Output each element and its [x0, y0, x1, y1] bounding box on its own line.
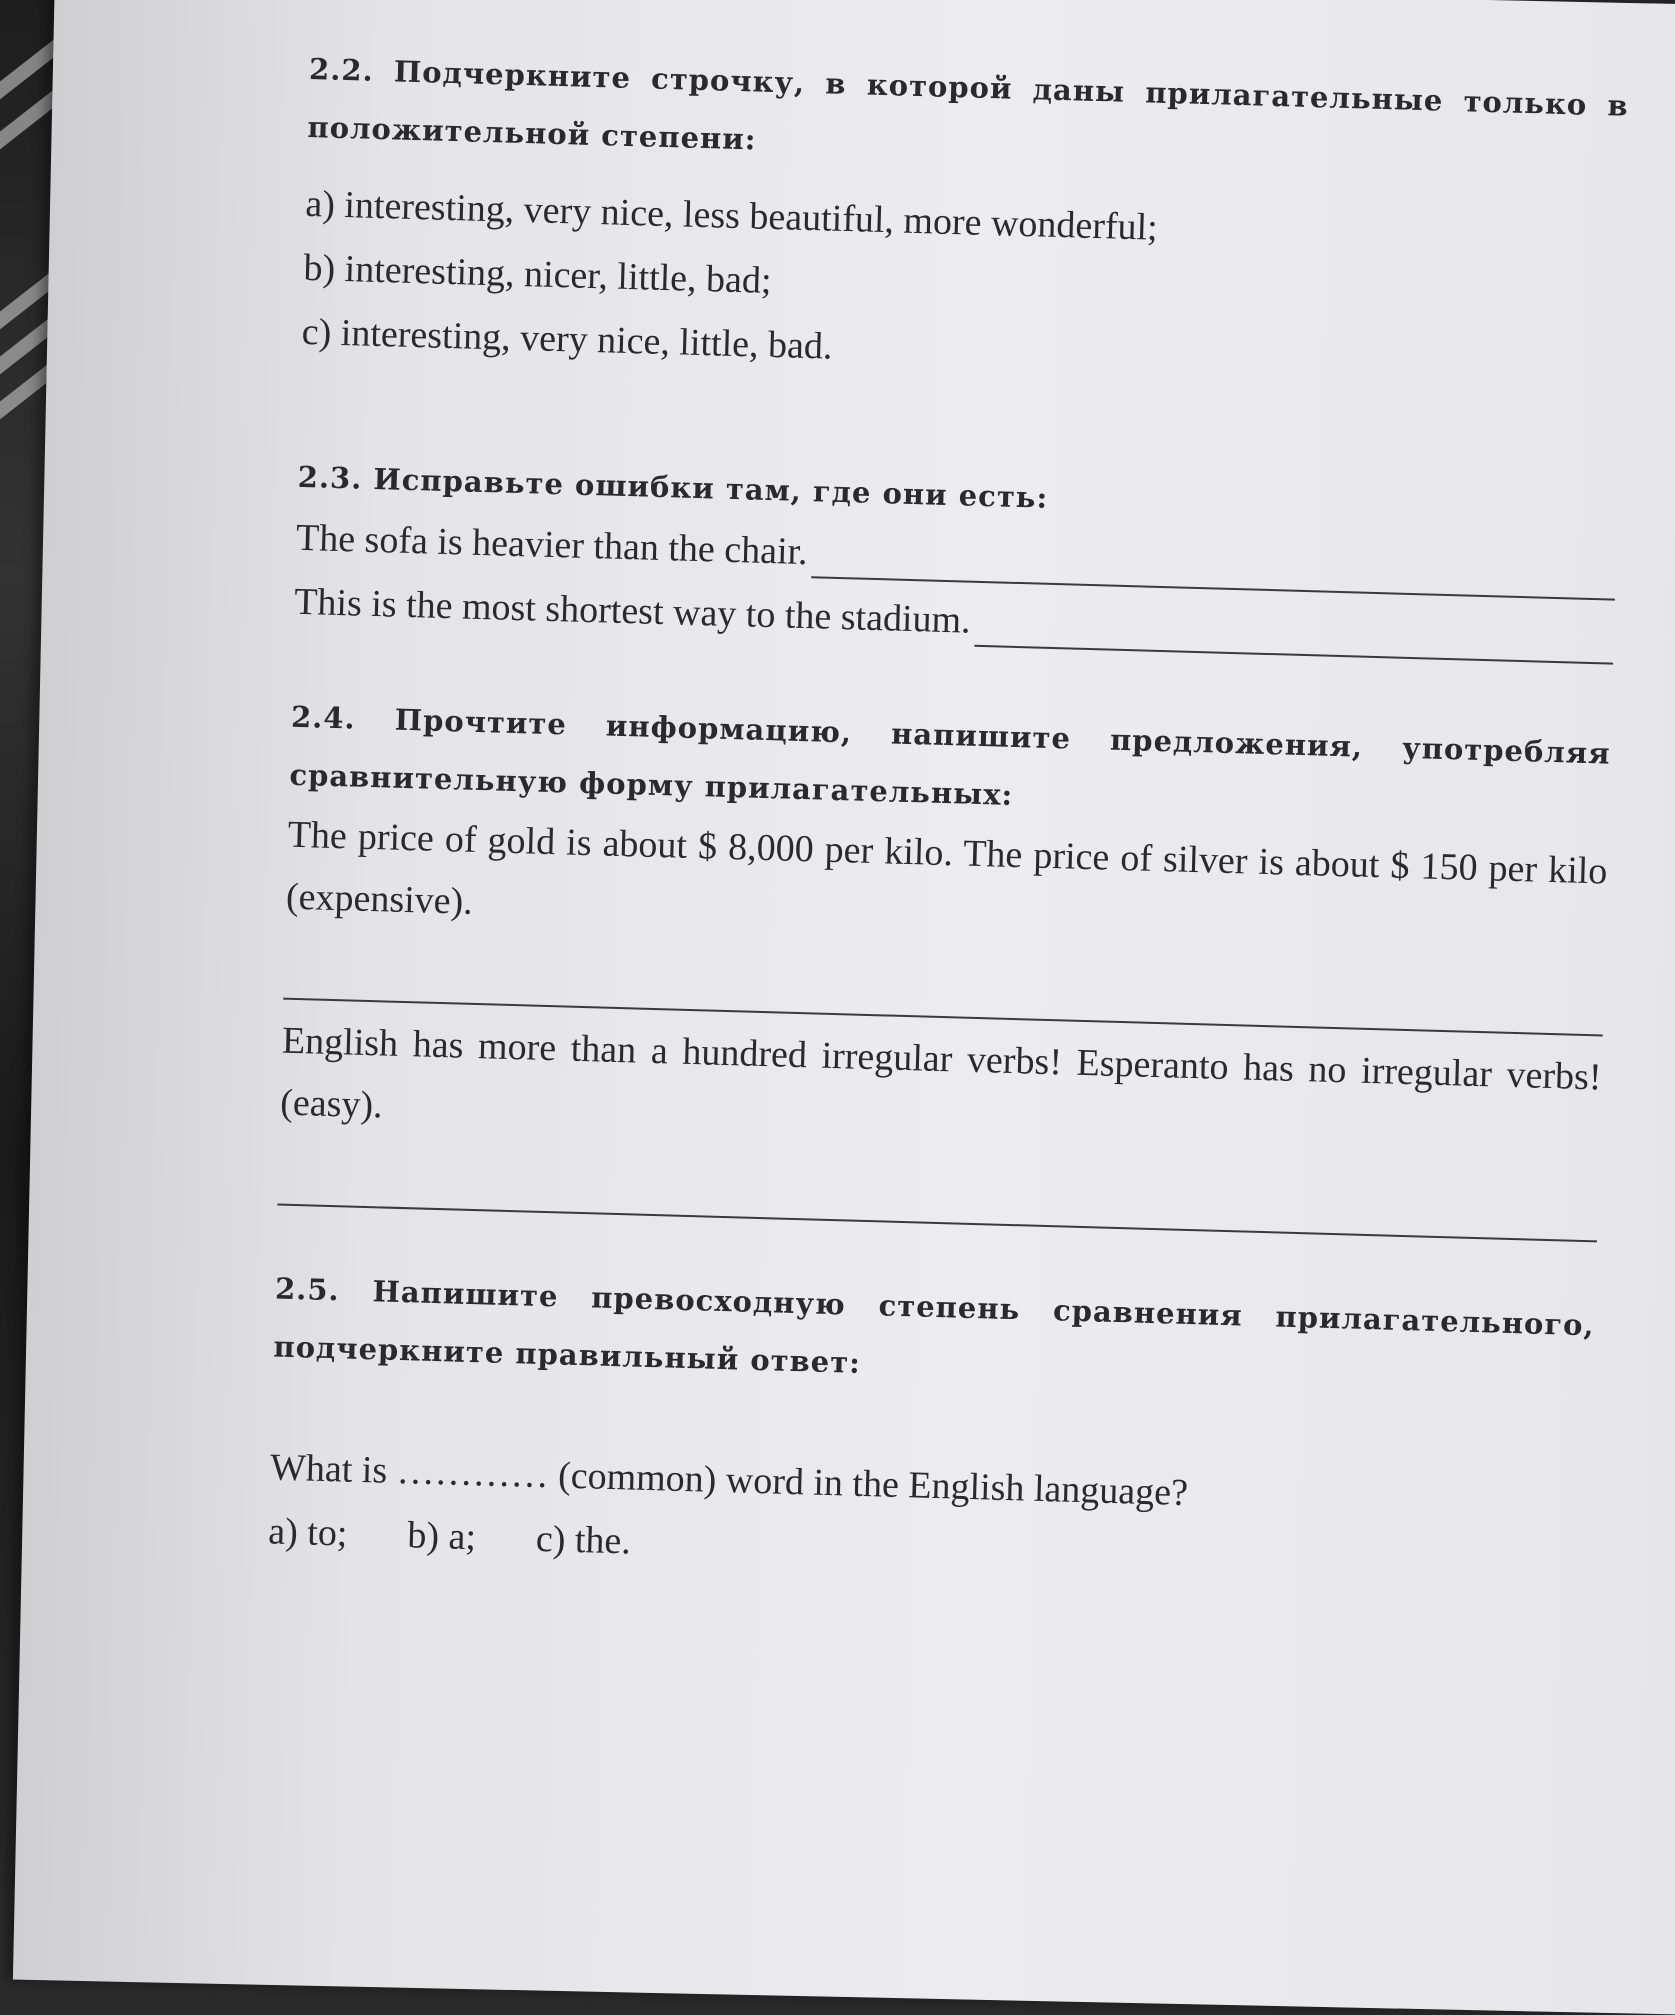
worksheet-content	[267, 40, 1629, 1600]
task-heading: 2.3. Исправьте ошибки там, где они есть:	[297, 459, 1049, 515]
task-heading: 2.5. Напишите превосходную степень сравнения прилагательного, подчеркните правильный ответ:	[273, 1271, 1596, 1380]
task-heading: 2.2. Подчеркните строчку, в которой даны прилагательные только в положительной степени:	[307, 51, 1630, 157]
sentence-text: The sofa is heavier than the chair.	[295, 516, 809, 574]
task-2-4	[277, 688, 1611, 1243]
information-text: The price of gold is about $ 8,000 per kilo. The price of silver is about $ 150 per kilo (expensive).	[285, 813, 1608, 923]
sentence-text: This is the most shortest way to the stadium.	[293, 580, 972, 642]
task-2-3	[293, 448, 1618, 671]
answer-option[interactable]: c) the.	[535, 1517, 632, 1563]
information-text: English has more than a hundred irregular verbs! Esperanto has no irregular verbs! (easy).	[279, 1019, 1603, 1127]
task-heading: 2.4. Прочтите информацию, напишите предложения, употребляя сравнительную форму прилагательных:	[289, 699, 1612, 812]
answer-option[interactable]: b) interesting, nicer, little, bad;	[303, 246, 773, 302]
task-2-2	[301, 40, 1630, 401]
question-text: What is ………… (common) word in the English language?	[269, 1446, 1189, 1515]
answer-option[interactable]: c) interesting, very nice, little, bad.	[301, 310, 833, 368]
task-2-5	[267, 1260, 1595, 1601]
answer-option[interactable]: b) a;	[406, 1514, 477, 1559]
answer-option[interactable]: a) interesting, very nice, less beautiful, more wonderful;	[304, 182, 1159, 249]
answer-option[interactable]: a) to;	[267, 1510, 349, 1555]
